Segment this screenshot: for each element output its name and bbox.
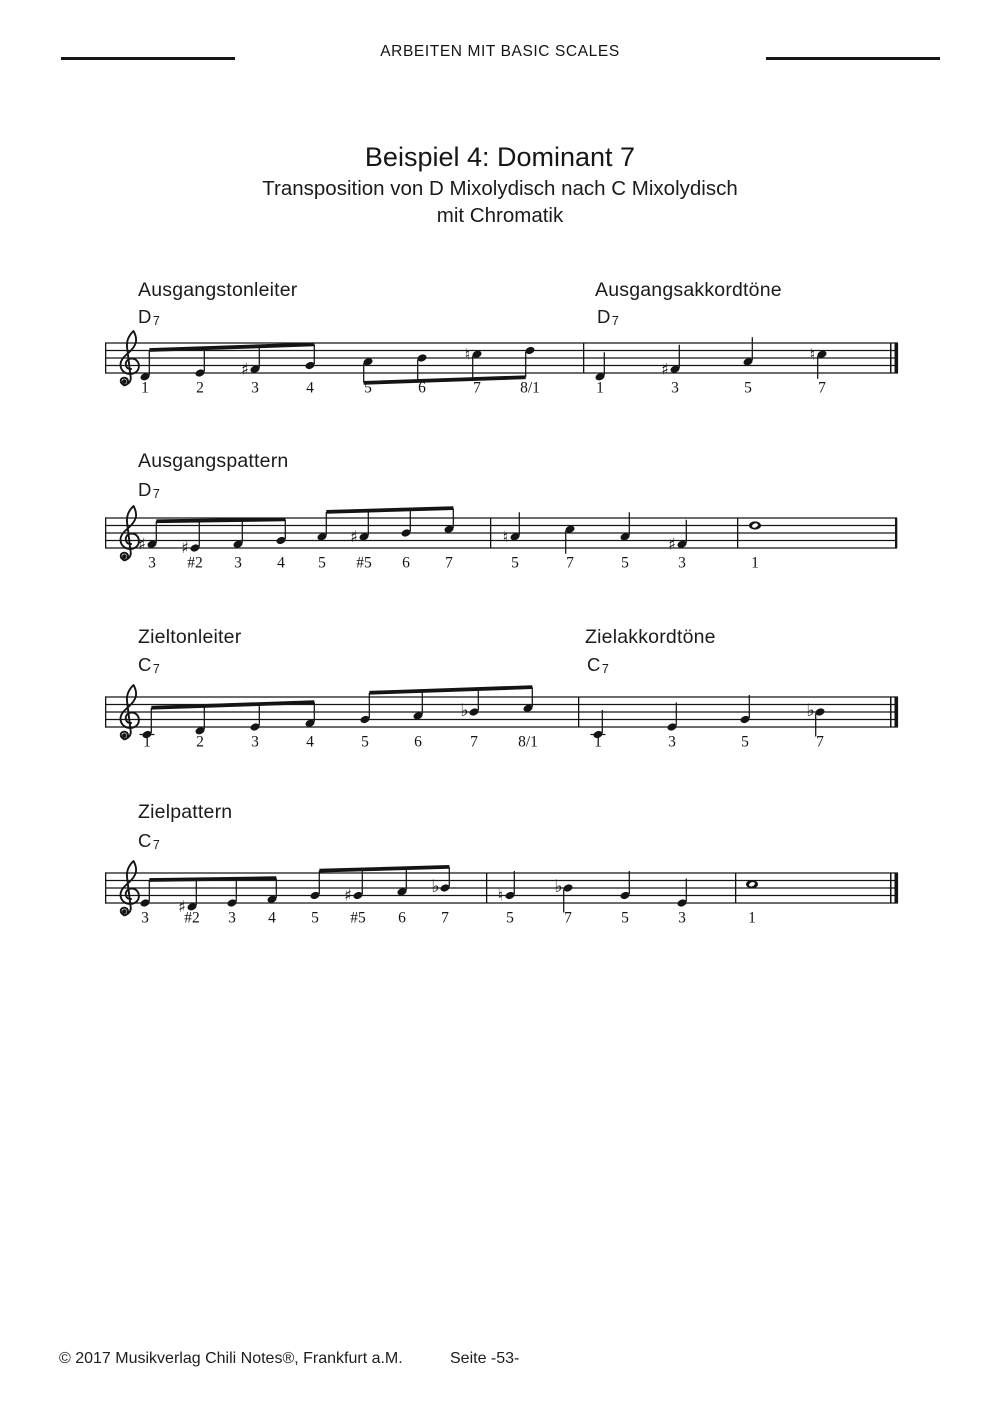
page-title: Beispiel 4: Dominant 7 bbox=[364, 142, 636, 172]
footer-page-number: Seite -53- bbox=[450, 1350, 520, 1367]
svg-text:♯: ♯ bbox=[241, 359, 249, 379]
svg-text:5: 5 bbox=[511, 554, 519, 572]
svg-text:3: 3 bbox=[228, 909, 236, 927]
system3-label-left: Zieltonleiter bbox=[138, 626, 242, 648]
running-head: ARBEITEN MIT BASIC SCALES bbox=[380, 43, 620, 60]
svg-text:♯: ♯ bbox=[350, 526, 358, 546]
system1-label-right: Ausgangsakkordtöne bbox=[595, 279, 782, 301]
svg-text:♯: ♯ bbox=[138, 534, 146, 554]
svg-text:8/1: 8/1 bbox=[518, 733, 538, 751]
svg-text:4: 4 bbox=[306, 733, 314, 751]
svg-text:7: 7 bbox=[818, 379, 826, 397]
svg-text:♮: ♮ bbox=[809, 345, 816, 364]
svg-text:7: 7 bbox=[566, 554, 574, 572]
svg-text:5: 5 bbox=[621, 909, 629, 927]
system4-label: Zielpattern bbox=[138, 801, 233, 823]
svg-text:5: 5 bbox=[318, 554, 326, 572]
svg-text:5: 5 bbox=[744, 379, 752, 397]
svg-text:♯: ♯ bbox=[668, 534, 676, 554]
svg-text:♮: ♮ bbox=[464, 345, 471, 364]
svg-text:8/1: 8/1 bbox=[520, 379, 540, 397]
system4-chord: C 7 bbox=[138, 830, 160, 852]
svg-text:5: 5 bbox=[311, 909, 319, 927]
system2-chord: D 7 bbox=[138, 479, 160, 501]
svg-text:♭: ♭ bbox=[431, 877, 440, 898]
footer-copyright: © 2017 Musikverlag Chili Notes®, Frankfurt a.M. bbox=[59, 1350, 403, 1367]
svg-text:7: 7 bbox=[473, 379, 481, 397]
system1-chord-left: D 7 bbox=[138, 306, 160, 328]
svg-text:6: 6 bbox=[402, 554, 410, 572]
svg-text:#2: #2 bbox=[187, 554, 203, 572]
svg-text:♭: ♭ bbox=[460, 701, 469, 722]
svg-text:4: 4 bbox=[277, 554, 285, 572]
svg-text:7: 7 bbox=[445, 554, 453, 572]
svg-text:3: 3 bbox=[671, 379, 679, 397]
svg-text:7: 7 bbox=[816, 733, 824, 751]
subtitle-line-2: mit Chromatik bbox=[436, 204, 564, 227]
svg-text:3: 3 bbox=[678, 909, 686, 927]
svg-text:♯: ♯ bbox=[344, 885, 352, 905]
svg-text:6: 6 bbox=[414, 733, 422, 751]
svg-text:#5: #5 bbox=[350, 909, 366, 927]
svg-text:3: 3 bbox=[234, 554, 242, 572]
svg-text:1: 1 bbox=[141, 379, 149, 397]
svg-text:1: 1 bbox=[594, 733, 602, 751]
svg-text:2: 2 bbox=[196, 733, 204, 751]
svg-text:♯: ♯ bbox=[178, 896, 186, 916]
subtitle-line-1: Transposition von D Mixolydisch nach C Mixolydisch bbox=[262, 177, 738, 200]
svg-text:♯: ♯ bbox=[661, 359, 669, 379]
system3-label-right: Zielakkordtöne bbox=[585, 626, 716, 648]
svg-text:♯: ♯ bbox=[181, 538, 189, 558]
svg-text:7: 7 bbox=[470, 733, 478, 751]
svg-text:♮: ♮ bbox=[502, 527, 509, 546]
system2-label: Ausgangspattern bbox=[138, 450, 289, 472]
system3-chord-left: C 7 bbox=[138, 654, 160, 676]
svg-text:#5: #5 bbox=[356, 554, 372, 572]
svg-text:6: 6 bbox=[398, 909, 406, 927]
svg-text:3: 3 bbox=[678, 554, 686, 572]
svg-text:#2: #2 bbox=[184, 909, 200, 927]
svg-text:4: 4 bbox=[306, 379, 314, 397]
svg-text:3: 3 bbox=[251, 379, 259, 397]
svg-text:5: 5 bbox=[364, 379, 372, 397]
svg-text:5: 5 bbox=[506, 909, 514, 927]
svg-text:♭: ♭ bbox=[554, 877, 563, 898]
svg-text:3: 3 bbox=[141, 909, 149, 927]
svg-text:5: 5 bbox=[621, 554, 629, 572]
svg-text:3: 3 bbox=[668, 733, 676, 751]
svg-text:1: 1 bbox=[143, 733, 151, 751]
svg-text:5: 5 bbox=[361, 733, 369, 751]
system3-chord-right: C 7 bbox=[587, 654, 609, 676]
svg-text:1: 1 bbox=[596, 379, 604, 397]
svg-text:♮: ♮ bbox=[497, 886, 504, 905]
svg-text:1: 1 bbox=[751, 554, 759, 572]
system1-label-left: Ausgangstonleiter bbox=[138, 279, 298, 301]
svg-text:2: 2 bbox=[196, 379, 204, 397]
svg-text:6: 6 bbox=[418, 379, 426, 397]
svg-text:7: 7 bbox=[441, 909, 449, 927]
svg-text:♭: ♭ bbox=[806, 701, 815, 722]
svg-text:3: 3 bbox=[251, 733, 259, 751]
svg-text:5: 5 bbox=[741, 733, 749, 751]
svg-text:3: 3 bbox=[148, 554, 156, 572]
svg-text:7: 7 bbox=[564, 909, 572, 927]
system1-chord-right: D 7 bbox=[597, 306, 619, 328]
svg-text:1: 1 bbox=[748, 909, 756, 927]
svg-text:4: 4 bbox=[268, 909, 276, 927]
